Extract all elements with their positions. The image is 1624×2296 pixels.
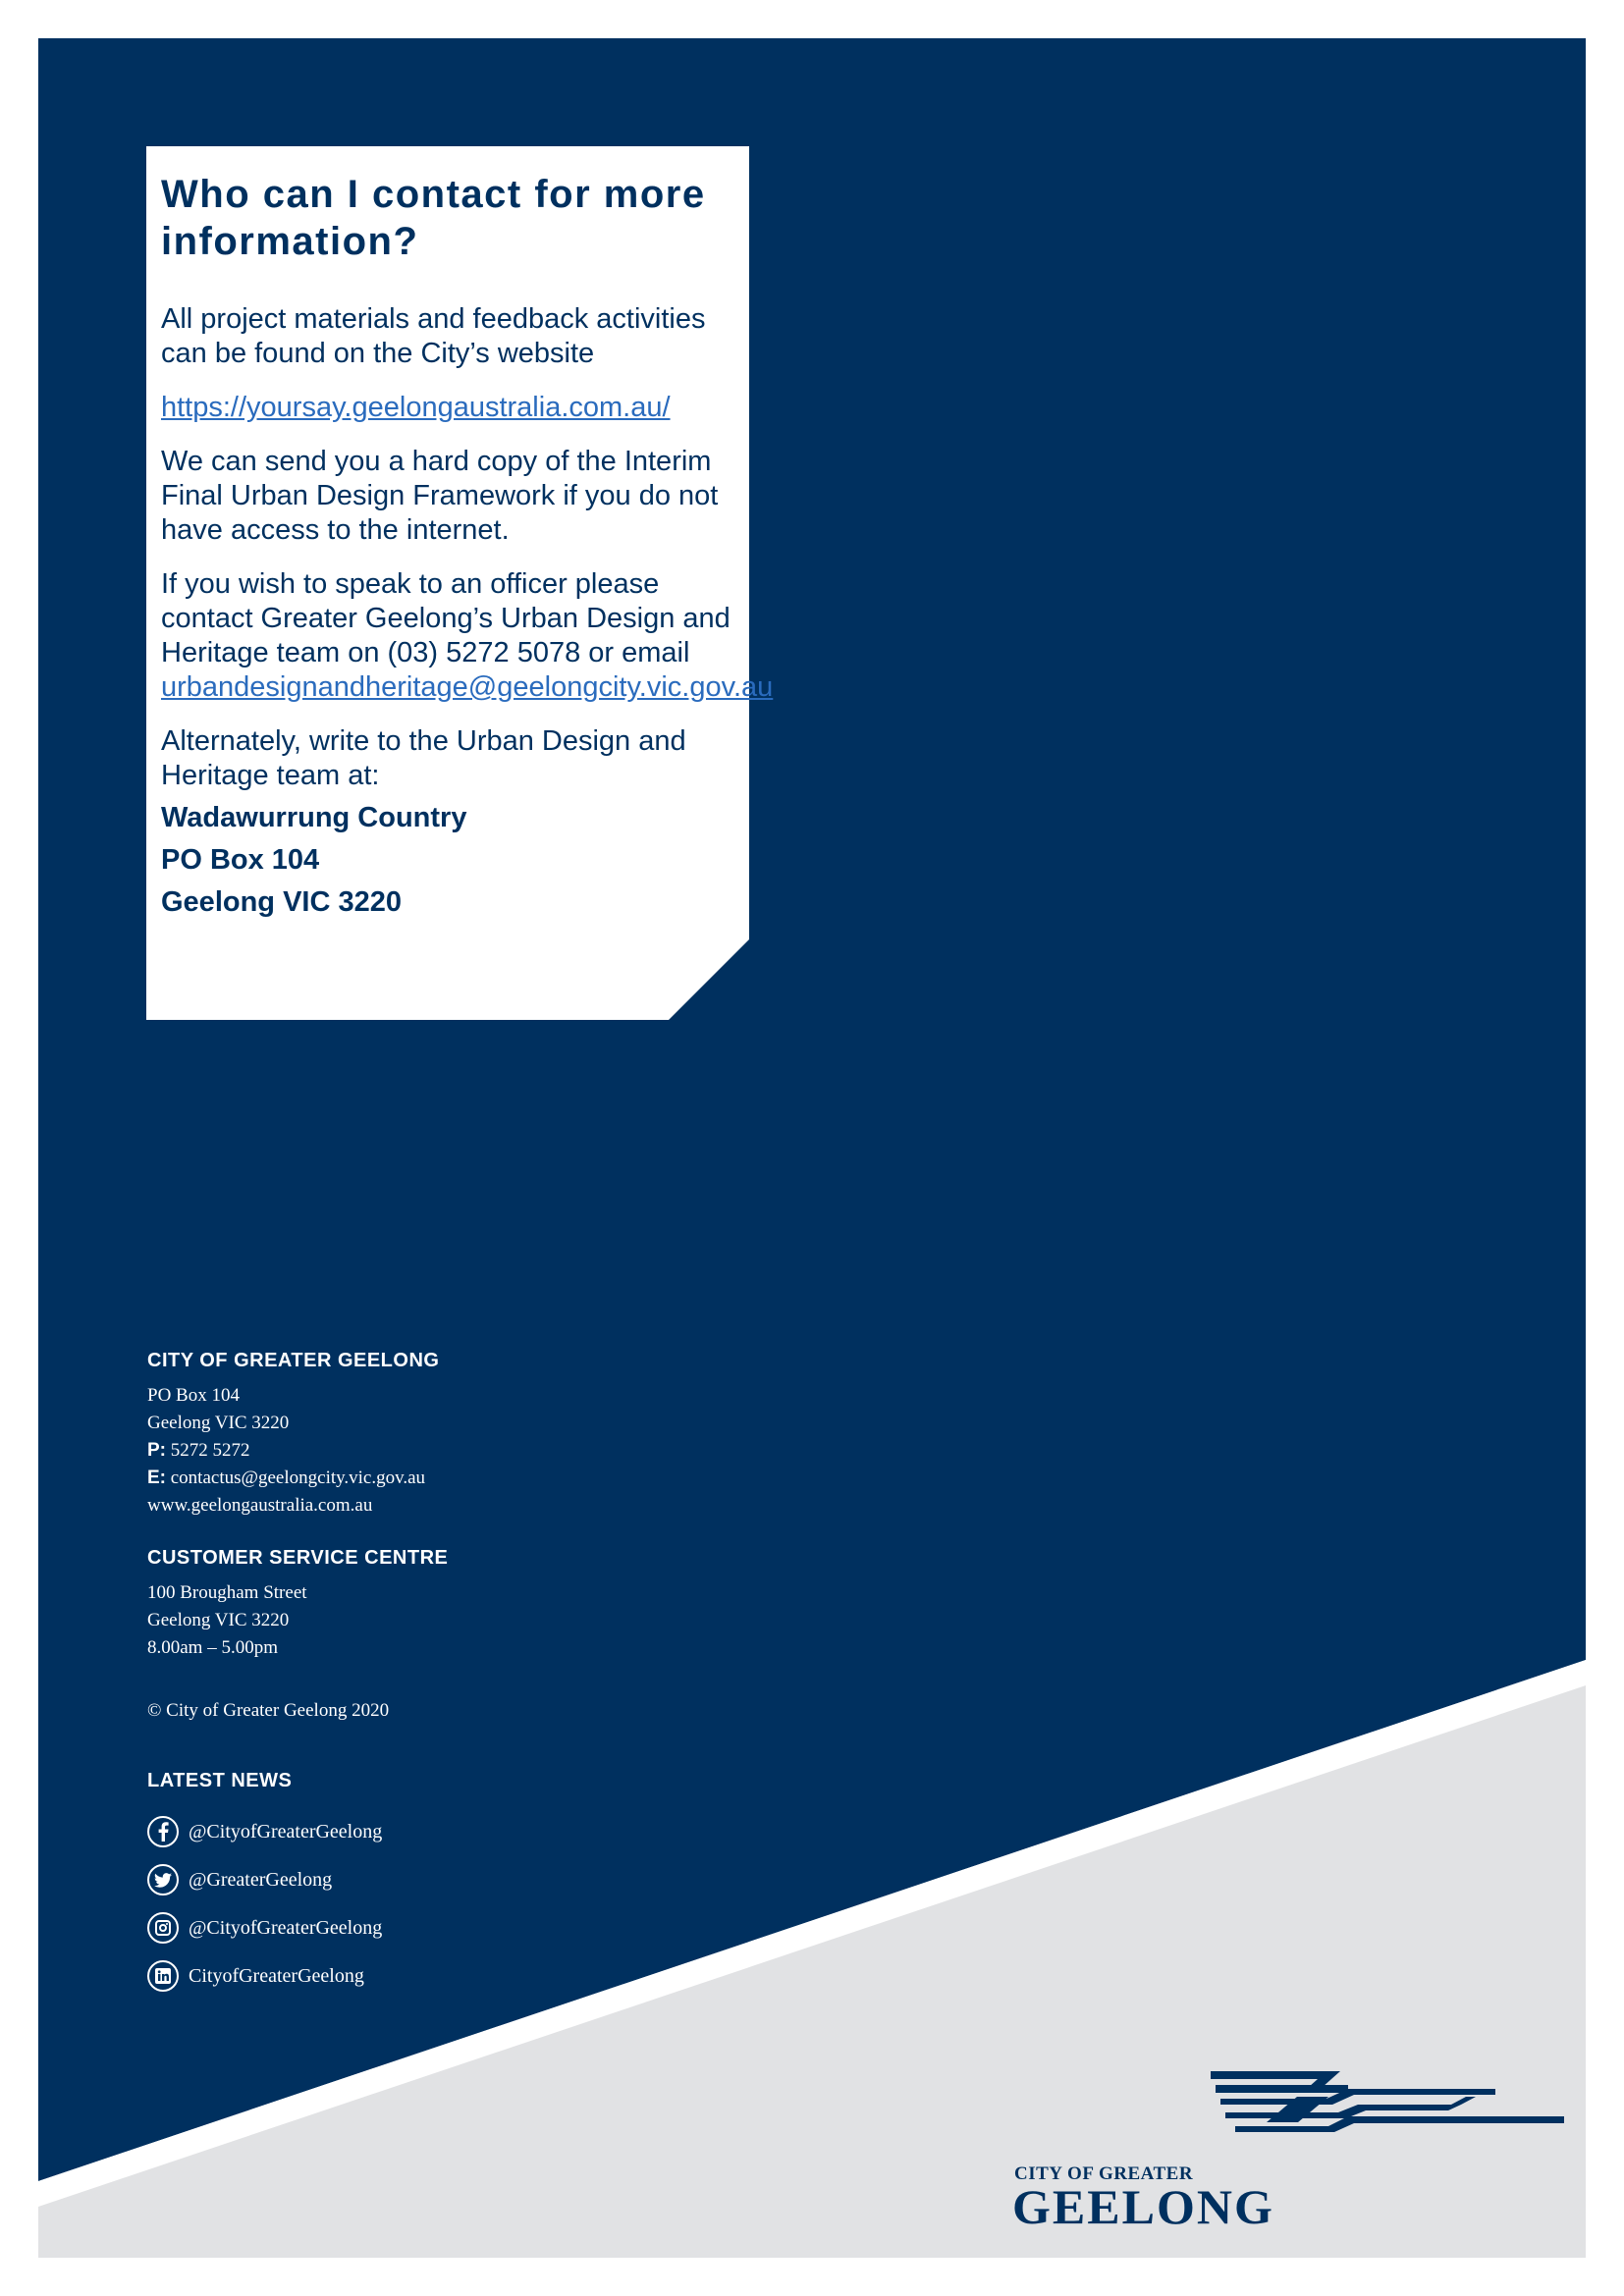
instagram-icon (147, 1912, 179, 1944)
hard-copy-text: We can send you a hard copy of the Interim Final Urban Design Framework if you do not have access to the internet. (161, 446, 719, 546)
contact-heading: Who can I contact for more information? (161, 173, 706, 263)
org-po: PO Box 104 (147, 1385, 240, 1406)
footer-contacts (147, 1350, 835, 2006)
yoursay-link[interactable]: https://yoursay.geelongaustralia.com.au/ (161, 392, 671, 423)
logo-big-text: GEELONG (1012, 2179, 1274, 2234)
csc-city: Geelong VIC 3220 (147, 1610, 290, 1630)
customer-service-block (147, 1547, 835, 1662)
officer-contact-text: If you wish to speak to an officer please contact Greater Geelong’s Urban Design and Heritage team on (03) 5272 5078 or email urbandesignandheritage@geelongcity.vic.gov.au (161, 568, 774, 703)
copyright: © City of Greater Geelong 2020 (147, 1700, 390, 1721)
address-line-3: Geelong VIC 3220 (161, 886, 402, 918)
org-block (147, 1350, 835, 1520)
linkedin-icon (147, 1960, 179, 1992)
social-facebook[interactable] (147, 1814, 835, 1849)
org-email[interactable]: E: contactus@geelongcity.vic.gov.au (147, 1468, 426, 1488)
csc-heading: CUSTOMER SERVICE CENTRE (147, 1547, 449, 1569)
address-line-1: Wadawurrung Country (161, 802, 467, 833)
contact-card (146, 146, 774, 1020)
logo-small-text: CITY OF GREATER (1014, 2163, 1194, 2184)
org-city: Geelong VIC 3220 (147, 1413, 290, 1433)
social-twitter[interactable] (147, 1862, 835, 1897)
city-of-greater-geelong-logo (1012, 2057, 1564, 2234)
csc-street: 100 Brougham Street (147, 1582, 307, 1603)
write-to-text: Alternately, write to the Urban Design and Heritage team at: (161, 725, 686, 791)
address-line-2: PO Box 104 (161, 844, 320, 876)
urban-design-email-link[interactable]: urbandesignandheritage@geelongcity.vic.gov.au (161, 671, 774, 703)
facebook-icon (147, 1816, 179, 1847)
org-website[interactable]: www.geelongaustralia.com.au (147, 1495, 373, 1516)
instagram-handle: @CityofGreaterGeelong (189, 1916, 383, 1939)
latest-news-heading: LATEST NEWS (147, 1770, 293, 1791)
social-instagram[interactable] (147, 1910, 835, 1946)
project-materials-text: All project materials and feedback activities can be found on the City’s website (161, 303, 706, 369)
org-phone: P: 5272 5272 (147, 1440, 250, 1461)
logo-waves (1014, 2057, 1564, 2165)
facebook-handle: @CityofGreaterGeelong (189, 1820, 383, 1842)
twitter-icon (147, 1864, 179, 1896)
back-cover (38, 38, 1586, 2258)
org-heading: CITY OF GREATER GEELONG (147, 1350, 440, 1371)
social-linkedin[interactable] (147, 1958, 835, 1994)
linkedin-handle: CityofGreaterGeelong (189, 1964, 364, 1987)
csc-hours: 8.00am – 5.00pm (147, 1637, 278, 1658)
twitter-handle: @GreaterGeelong (189, 1868, 333, 1891)
